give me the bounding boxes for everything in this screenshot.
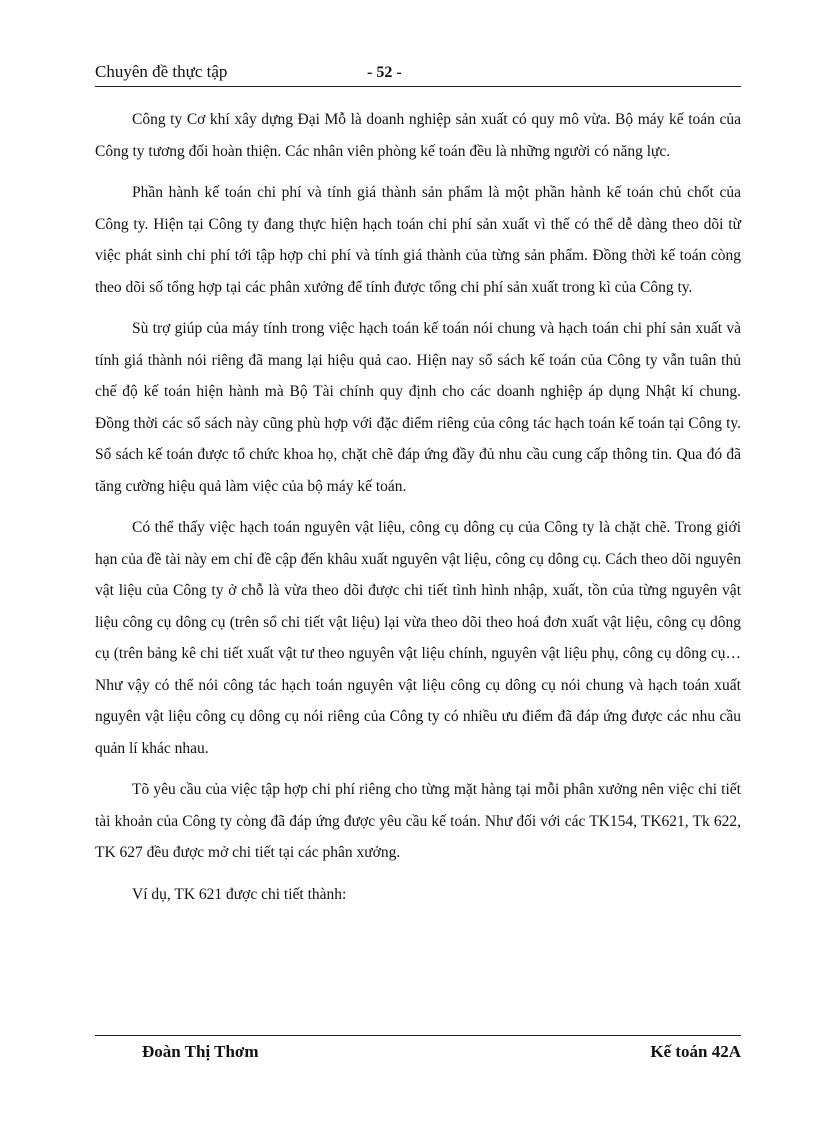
page-number: - 52 - [367, 64, 402, 81]
author-name: Đoàn Thị Thơm [142, 1042, 259, 1061]
document-body [95, 104, 741, 920]
page-header [95, 60, 741, 87]
paragraph: Có thể thấy việc hạch toán nguyên vật liệu, công cụ dông cụ của Công ty là chặt chẽ. Trong giới hạn của đề tài này em chỉ đề cập đến khâu xuất nguyên vật liệu, công cụ dông cụ. Cách theo dõi nguyên vật liệu của Công ty ở chỗ là vừa theo dõi được chi tiết tình hình nhập, xuất, tồn của từng nguyên vật liệu công cụ dông cụ (trên sổ chi tiết vật liệu) lại vừa theo dõi theo hoá đơn xuất vật liệu, công cụ dông cụ (trên bảng kê chi tiết xuất vật tư theo nguyên vật liệu chính, nguyên vật liệu phụ, công cụ dông cụ… Như vậy có thể nói công tác hạch toán nguyên vật liệu công cụ dông cụ nói chung và hạch toán xuất nguyên vật liệu công cụ dông cụ nói riêng của Công ty có nhiều ưu điểm đã đáp ứng được các nhu cầu quản lí khác nhau. [95, 519, 741, 757]
paragraph: Công ty Cơ khí xây dựng Đại Mỗ là doanh nghiệp sản xuất có quy mô vừa. Bộ máy kế toán của Công ty tương đối hoàn thiện. Các nhân viên phòng kế toán đều là những người có năng lực. [95, 111, 741, 160]
paragraph: Tõ yêu cầu của việc tập hợp chi phí riêng cho từng mặt hàng tại mỗi phân xưởng nên việc chi tiết tài khoản của Công ty còng đã đáp ứng được yêu cầu kế toán. Như đối với các TK154, TK621, Tk 622, TK 627 đều được mở chi tiết tại các phân xưởng. [95, 781, 741, 861]
paragraph: Sù trợ giúp của máy tính trong việc hạch toán kế toán nói chung và hạch toán chi phí sản xuất và tính giá thành nói riêng đã mang lại hiệu quả cao. Hiện nay sổ sách kế toán của Công ty vẫn tuân thủ chế độ kế toán hiện hành mà Bộ Tài chính quy định cho các doanh nghiệp áp dụng Nhật kí chung. Đồng thời các sổ sách này cũng phù hợp với đặc điểm riêng của công tác hạch toán kế toán tại Công ty. Sổ sách kế toán được tổ chức khoa họ, chặt chẽ đáp ứng đầy đủ nhu cầu cung cấp thông tin. Qua đó đã tăng cường hiệu quả làm việc của bộ máy kế toán. [95, 320, 741, 495]
class-name: Kế toán 42A [650, 1042, 741, 1061]
page-footer [95, 1035, 741, 1070]
paragraph: Phần hành kế toán chi phí và tính giá thành sản phẩm là một phần hành kế toán chủ chốt của Công ty. Hiện tại Công ty đang thực hiện hạch toán chi phí sản xuất vì thế có thể dễ dàng theo dõi từ việc phát sinh chi phí tới tập hợp chi phí và tính giá thành của từng sản phẩm. Đồng thời kế toán còng theo dõi số tổng hợp tại các phân xưởng để tính được tổng chi phí sản xuất trong kì của Công ty. [95, 184, 741, 296]
paragraph: Ví dụ, TK 621 được chi tiết thành: [132, 885, 347, 903]
document-title: Chuyên đề thực tập [95, 62, 228, 81]
